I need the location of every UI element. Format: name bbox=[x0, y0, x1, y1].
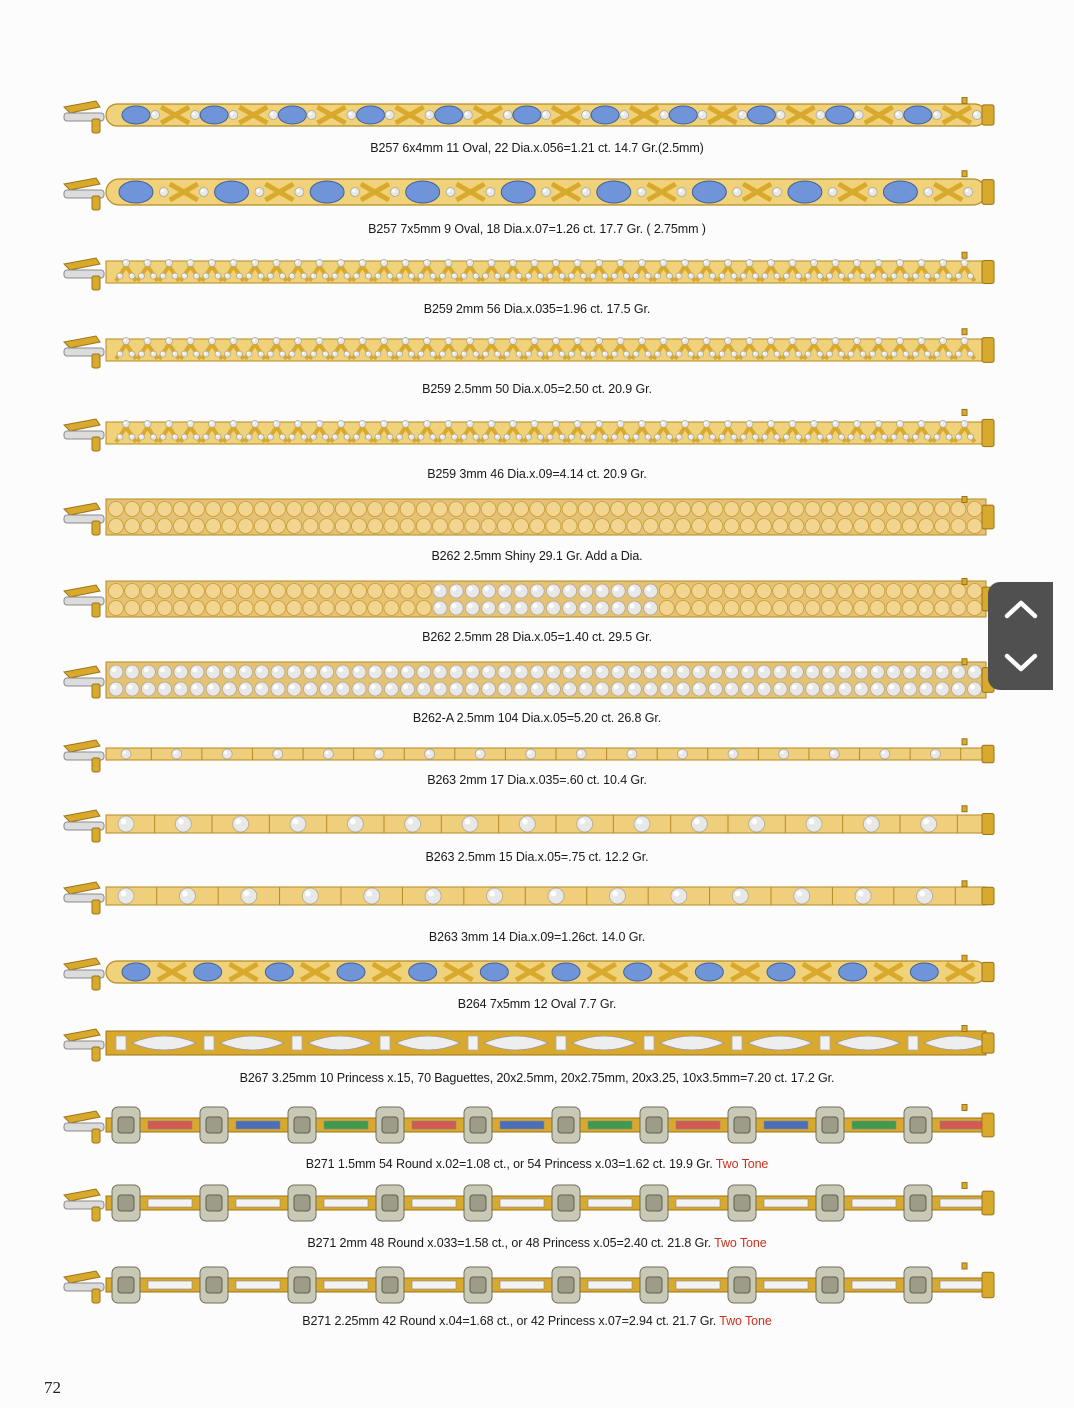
product-caption: B262 2.5mm 28 Dia.x.05=1.40 ct. 29.5 Gr. bbox=[422, 630, 652, 644]
bracelet-image bbox=[56, 950, 1000, 994]
bracelet-image bbox=[56, 572, 1000, 626]
bracelet-image bbox=[56, 1098, 1000, 1152]
bracelet-image bbox=[56, 92, 1000, 138]
bracelet-image bbox=[56, 876, 1000, 916]
product-caption: B263 3mm 14 Dia.x.09=1.26ct. 14.0 Gr. bbox=[428, 930, 646, 944]
bracelet-image bbox=[56, 164, 1000, 220]
page-number: 72 bbox=[44, 1378, 61, 1397]
bracelet-image bbox=[56, 402, 1000, 464]
bracelet-image bbox=[56, 734, 1000, 774]
bracelet-image bbox=[56, 800, 1000, 848]
scroll-up-button[interactable] bbox=[988, 582, 1053, 636]
bracelet-image bbox=[56, 1256, 1000, 1314]
product-caption: B257 7x5mm 9 Oval, 18 Dia.x.07=1.26 ct. 17.7 Gr. ( 2.75mm ) bbox=[368, 222, 706, 236]
bracelet-image bbox=[56, 322, 1000, 378]
product-caption: B263 2.5mm 15 Dia.x.05=.75 ct. 12.2 Gr. bbox=[425, 850, 649, 864]
product-caption: B264 7x5mm 12 Oval 7.7 Gr. bbox=[457, 997, 617, 1011]
bracelet-image bbox=[56, 1176, 1000, 1230]
scroll-controls bbox=[988, 582, 1053, 690]
product-caption: B271 2mm 48 Round x.033=1.58 ct., or 48 Princess x.05=2.40 ct. 21.8 Gr. Two Tone bbox=[307, 1236, 767, 1250]
product-caption: B259 2mm 56 Dia.x.035=1.96 ct. 17.5 Gr. bbox=[423, 302, 651, 316]
product-caption: B271 2.25mm 42 Round x.04=1.68 ct., or 42 Princess x.07=2.94 ct. 21.7 Gr. Two Tone bbox=[302, 1314, 772, 1328]
bracelet-image bbox=[56, 652, 1000, 708]
product-caption: B263 2mm 17 Dia.x.035=.60 ct. 10.4 Gr. bbox=[427, 773, 647, 787]
scroll-down-button[interactable] bbox=[988, 636, 1053, 690]
product-caption: B259 2.5mm 50 Dia.x.05=2.50 ct. 20.9 Gr. bbox=[422, 382, 652, 396]
product-caption: B262 2.5mm Shiny 29.1 Gr. Add a Dia. bbox=[431, 549, 643, 563]
chevron-down-icon bbox=[1003, 652, 1039, 674]
chevron-up-icon bbox=[1003, 598, 1039, 620]
product-caption: B271 1.5mm 54 Round x.02=1.08 ct., or 54 Princess x.03=1.62 ct. 19.9 Gr. Two Tone bbox=[305, 1157, 769, 1171]
product-caption: B262-A 2.5mm 104 Dia.x.05=5.20 ct. 26.8 Gr. bbox=[412, 711, 662, 725]
product-caption: B259 3mm 46 Dia.x.09=4.14 ct. 20.9 Gr. bbox=[427, 467, 647, 481]
product-caption: B257 6x4mm 11 Oval, 22 Dia.x.056=1.21 ct. 14.7 Gr.(2.5mm) bbox=[370, 141, 704, 155]
bracelet-image bbox=[56, 1020, 1000, 1066]
bracelet-image bbox=[56, 490, 1000, 544]
product-caption: B267 3.25mm 10 Princess x.15, 70 Baguettes, 20x2.5mm, 20x2.75mm, 20x3.25, 10x3.5mm=7.20 ct. 17.2 Gr. bbox=[239, 1071, 835, 1085]
bracelet-image bbox=[56, 246, 1000, 298]
